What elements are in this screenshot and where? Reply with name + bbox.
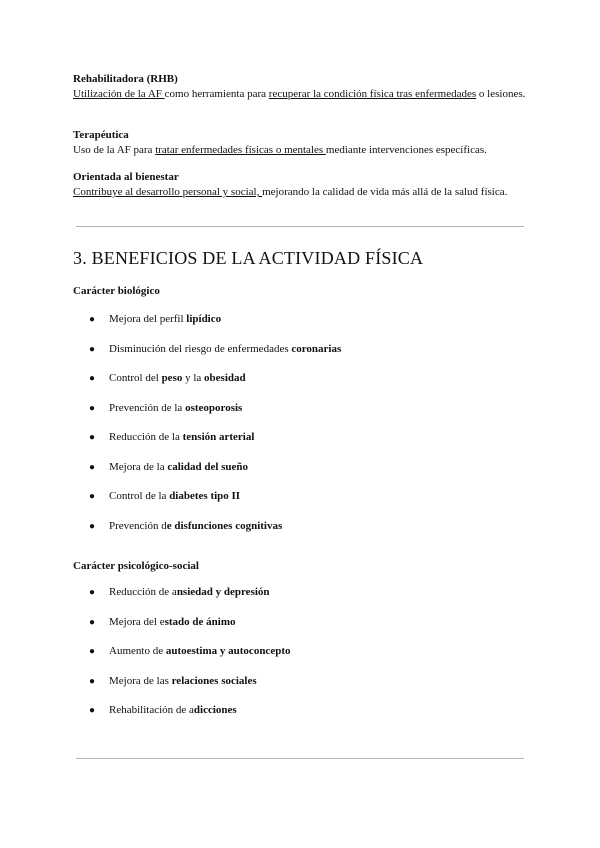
text-run: como herramienta para	[164, 88, 269, 100]
emphasized-text: obesidad	[204, 372, 246, 384]
underlined-text: tratar enfermedades físicas o mentales	[155, 144, 326, 156]
list-item-text	[109, 644, 290, 658]
emphasized-text: osteoporosis	[185, 401, 243, 414]
bullet-icon: ●	[89, 373, 96, 384]
orientation-title: Terapéutica	[73, 129, 129, 141]
bullet-icon: ●	[89, 402, 96, 414]
bullet-icon: ●	[89, 646, 96, 657]
text-run: Mejora de la	[109, 460, 168, 473]
emphasized-text: coronarias	[291, 342, 342, 355]
text-run: Mejora del perfil	[109, 313, 187, 325]
text-run: Control de la	[109, 490, 170, 502]
underlined-text: Contribuye al desarrollo personal y social,	[73, 186, 263, 198]
list-item-text	[109, 401, 242, 415]
emphasized-text: e disfunciones cognitivas	[166, 519, 283, 532]
underlined-text: recuperar la condición física tras enfermedades	[268, 88, 477, 100]
text-run: Mejora del e	[109, 615, 165, 628]
emphasized-text: stado de ánimo	[164, 615, 236, 628]
text-run: Disminución del riesgo de enfermedades	[109, 342, 292, 355]
list-item-text	[109, 342, 341, 356]
section-divider-bottom	[76, 758, 524, 759]
text-run: Reducción de a	[109, 586, 177, 598]
emphasized-text: relaciones sociales	[171, 674, 257, 687]
orientation-terapeutica	[73, 128, 528, 158]
bullet-icon: ●	[89, 432, 96, 443]
biological-heading: Carácter biológico	[73, 285, 160, 297]
text-run: Uso de la AF para	[73, 144, 156, 156]
emphasized-text: lipídico	[186, 313, 222, 325]
list-item-text	[109, 703, 237, 717]
text-run: y la	[182, 372, 205, 384]
orientation-description	[73, 185, 528, 200]
orientation-description	[73, 143, 528, 158]
bullet-icon: ●	[89, 520, 96, 532]
bullet-icon: ●	[89, 343, 96, 355]
list-item-text	[109, 460, 248, 474]
list-item-text	[109, 430, 254, 444]
bullet-icon: ●	[89, 675, 96, 687]
text-run: o lesiones.	[476, 88, 526, 100]
list-item-text	[109, 489, 240, 503]
text-run: Reducción de la	[109, 431, 183, 443]
list-item-text	[109, 585, 270, 599]
emphasized-text: nsiedad y depresión	[176, 586, 270, 598]
orientation-description	[73, 87, 528, 102]
text-run: mediante intervenciones específicas.	[325, 144, 487, 156]
emphasized-text: diabetes tipo II	[169, 490, 241, 502]
psychosocial-heading: Carácter psicológico-social	[73, 560, 199, 572]
bullet-icon: ●	[89, 314, 96, 325]
section-title: 3. BENEFICIOS DE LA ACTIVIDAD FÍSICA	[73, 248, 424, 268]
text-run: Aumento de	[109, 645, 166, 657]
orientation-title: Orientada al bienestar	[73, 171, 179, 183]
list-item-text	[109, 312, 221, 326]
bullet-icon: ●	[89, 461, 96, 473]
emphasized-text: tensión arterial	[182, 431, 255, 443]
orientation-bienestar	[73, 170, 528, 200]
list-item-text	[109, 371, 246, 385]
emphasized-text: autoestima y autoconcepto	[165, 645, 291, 657]
bullet-icon: ●	[89, 491, 96, 502]
emphasized-text: peso	[161, 372, 183, 384]
list-item-text	[109, 674, 257, 688]
orientation-title: Rehabilitadora (RHB)	[73, 73, 178, 85]
orientation-rehabilitadora	[73, 72, 528, 102]
list-item-text	[109, 615, 236, 629]
bullet-icon: ●	[89, 616, 96, 628]
text-run: Prevención de la	[109, 401, 186, 414]
text-run: Control del	[109, 372, 162, 384]
bullet-icon: ●	[89, 587, 96, 598]
emphasized-text: calidad del sueño	[167, 460, 249, 473]
text-run: Rehabilitación de a	[109, 704, 194, 716]
text-run: mejorando la calidad de vida más allá de la salud física.	[262, 186, 508, 198]
list-item-text	[109, 519, 282, 533]
bullet-icon: ●	[89, 705, 96, 716]
underlined-text: Utilización de la AF	[73, 88, 165, 100]
text-run: Prevención d	[109, 519, 167, 532]
emphasized-text: dicciones	[193, 704, 237, 716]
section-divider-top	[76, 226, 524, 227]
text-run: Mejora de las	[109, 674, 172, 687]
